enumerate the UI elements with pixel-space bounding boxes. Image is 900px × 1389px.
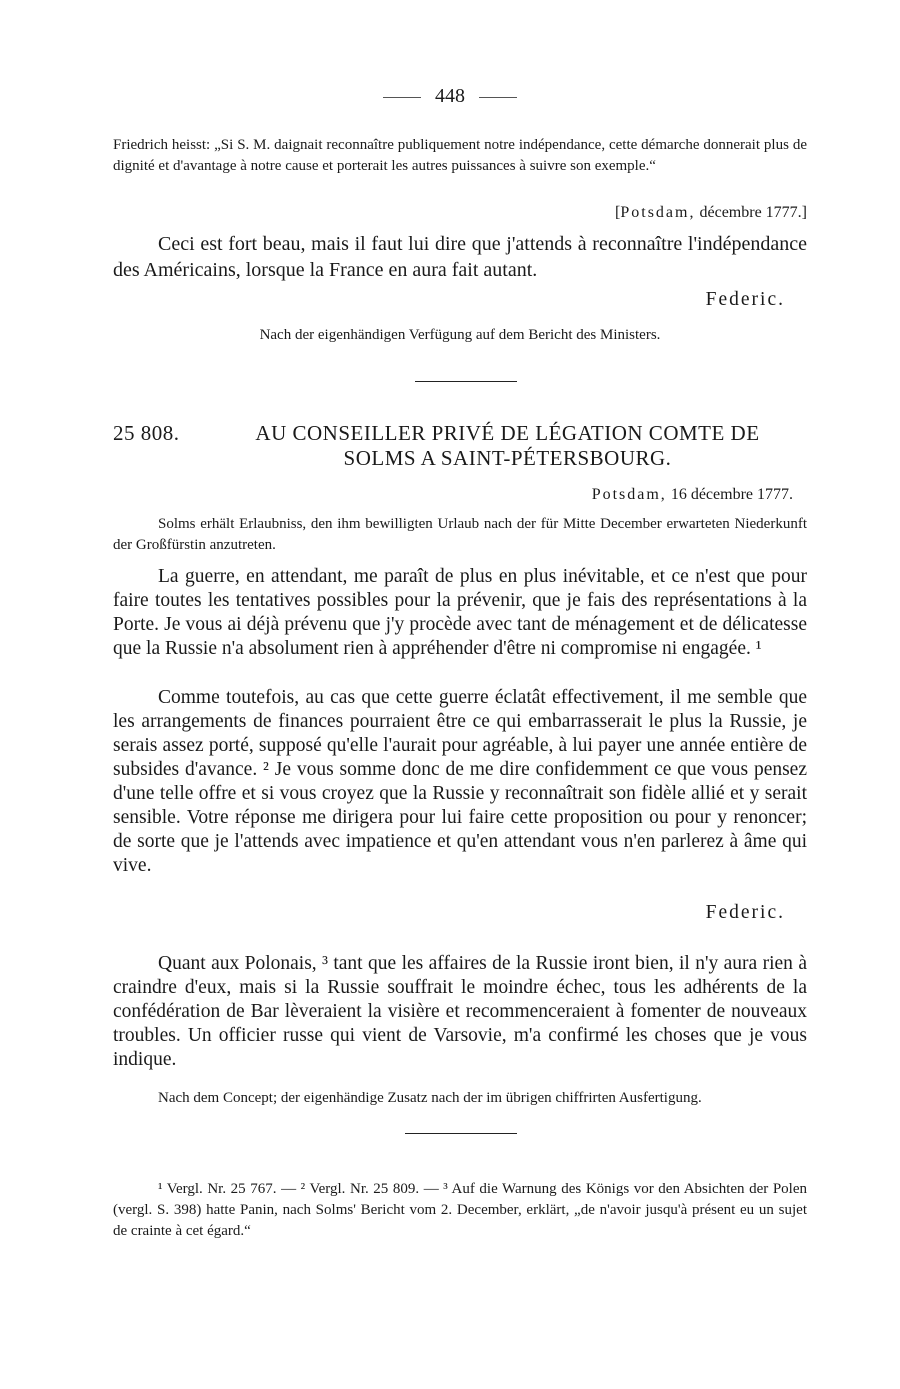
letter-date bbox=[113, 484, 793, 505]
letter-number: 25 808. bbox=[113, 421, 180, 445]
letter-title-line2: SOLMS A SAINT-PÉTERSBOURG. bbox=[343, 446, 672, 470]
letter-source: Nach dem Concept; der eigenhändige Zusatz nach der im übrigen chiffrirten Ausfertigung. bbox=[158, 1090, 702, 1106]
page-number-dash-right bbox=[479, 97, 517, 98]
page-number-dash-left bbox=[383, 97, 421, 98]
intro-date-open: [ bbox=[615, 204, 621, 221]
letter-date-rest: 16 décembre 1777. bbox=[670, 486, 793, 503]
letter-date-place: Potsdam, bbox=[591, 486, 667, 503]
letter-paragraph-2: Comme toutefois, au cas que cette guerre éclatât effectivement, il me semble que les arrangements de finances pourraient être ce qui embarrasserait le plus la Russie, je serais assez porté, supposé qu'elle l'aurait pour agréable, à lui payer une année entière de subsides d'avance. ² Je vous somme donc de me dire confidemment ce que vous pensez d'une telle offre et si vous croyez que la Russie y reconnaîtrait son fidèle allié et y serait sensible. Votre réponse me dirigera pour lui faire cette proposition ou pour y renoncer; de sorte que je l'attends avec impatience et qu'en attendant vous n'en parlerez à âme qui vive. bbox=[113, 687, 807, 876]
reply-text: Ceci est fort beau, mais il faut lui dire que j'attends à reconnaître l'indépendance des Américains, lorsque la France en aura fait autant. bbox=[113, 233, 807, 281]
footnotes: ¹ Vergl. Nr. 25 767. — ² Vergl. Nr. 25 809. — ³ Auf die Warnung des Königs vor den Absichten der Polen (vergl. S. 398) hatte Panin, nach Solms' Bericht vom 2. December, erklärt, „de n'avoir jusqu'à présent eu un sujet de crainte à cet égard.“ bbox=[113, 1181, 807, 1239]
intro-date-place: Potsdam, bbox=[620, 204, 696, 221]
page-number-value: 448 bbox=[435, 85, 465, 107]
footnote-divider bbox=[405, 1133, 517, 1134]
letter-heading bbox=[113, 421, 807, 471]
page-number bbox=[0, 85, 900, 108]
letter-postscript: Quant aux Polonais, ³ tant que les affaires de la Russie iront bien, il n'y aura rien à craindre d'eux, mais si la Russie souffrait le moindre échec, tous les adhérents de la confédération de Bar lèveraient la visière et recommenceraient à fomenter de nouveaux troubles. Un officier russe qui vient de Varsovie, m'a confirmé les choses que je vous indique. bbox=[113, 953, 807, 1070]
reply-source: Nach der eigenhändigen Verfügung auf dem Bericht des Ministers. bbox=[259, 327, 661, 343]
letter-signature: Federic. bbox=[705, 902, 785, 923]
letter-summary: Solms erhält Erlaubniss, den ihm bewilligten Urlaub nach der für Mitte December erwarteten Niederkunft der Großfürstin anzutreten. bbox=[113, 516, 807, 553]
letter-paragraph-1: La guerre, en attendant, me paraît de plus en plus inévitable, et ce n'est que pour faire toutes les tentatives possibles pour la prévenir, que je fais des représentations à la Porte. Je vous ai déjà prévenu que j'y procède avec tant de ménagement et de délicatesse que la Russie n'a absolument rien à appréhender d'être ni compromise ni engagée. ¹ bbox=[113, 566, 807, 659]
reply-signature: Federic. bbox=[705, 289, 785, 310]
intro-quote: Friedrich heisst: „Si S. M. daignait reconnaître publiquement notre indépendance, cette démarche donnerait plus de dignité et d'avantage à notre cause et porterait les autres puissances à suivre son exemple.“ bbox=[113, 137, 807, 174]
section-divider bbox=[415, 381, 517, 382]
letter-title-line1: AU CONSEILLER PRIVÉ DE LÉGATION COMTE DE bbox=[255, 421, 760, 445]
intro-date-rest: décembre 1777.] bbox=[699, 204, 807, 221]
intro-date bbox=[113, 202, 807, 223]
